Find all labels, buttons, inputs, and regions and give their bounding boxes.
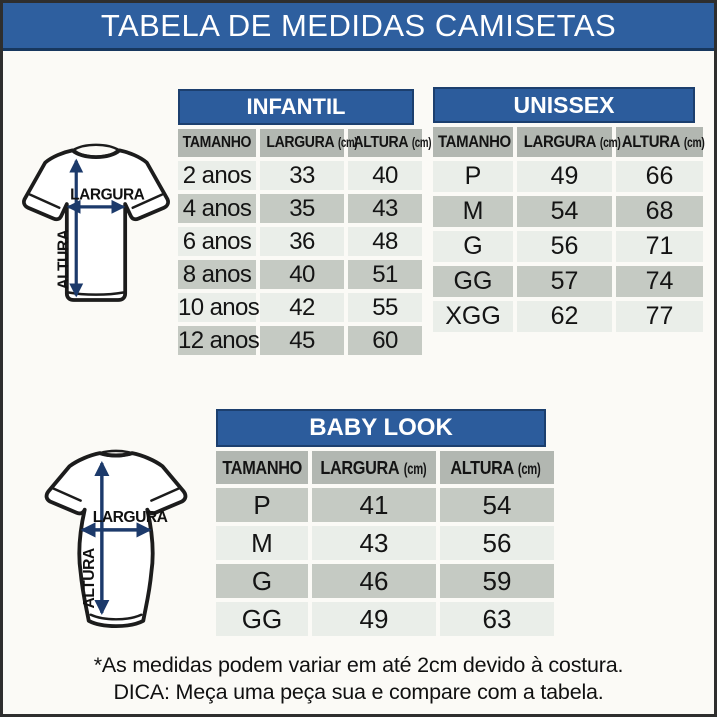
collar-top-line <box>72 145 119 151</box>
largura-label: LARGURA <box>92 508 168 526</box>
cell-largura: 42 <box>260 293 344 322</box>
header-text: LARGURA <box>523 132 596 151</box>
column-header-altura <box>616 127 703 157</box>
unit-text: (cm) <box>337 135 357 150</box>
table-baby-look-title <box>216 409 546 447</box>
cell-largura: 43 <box>312 526 436 560</box>
column-header-row <box>216 451 554 484</box>
cell-tamanho: M <box>433 196 513 227</box>
cell-tamanho: G <box>433 231 513 262</box>
unit-text: (cm) <box>518 460 541 478</box>
column-header-tamanho <box>178 129 256 157</box>
column-header-largura <box>312 451 436 484</box>
cell-tamanho: 12 anos <box>178 326 260 354</box>
table-row <box>178 161 422 190</box>
table-infantil <box>178 89 431 359</box>
cell-largura: 57 <box>517 266 612 297</box>
cell-tamanho: 8 anos <box>178 260 256 289</box>
baby-look-shirt-diagram <box>27 441 205 639</box>
column-header-altura <box>348 129 431 157</box>
cell-largura: 41 <box>312 488 436 522</box>
table-infantil-title <box>178 89 414 125</box>
infantil-grid <box>174 125 431 359</box>
table-row <box>433 161 703 192</box>
cell-tamanho: P <box>433 161 513 192</box>
header-text: LARGURA <box>319 456 399 478</box>
cell-largura: 45 <box>260 326 344 355</box>
cell-tamanho: 4 anos <box>178 194 256 223</box>
unissex-grid <box>429 123 707 336</box>
footer-note-measurements: *As medidas podem variar em até 2cm devido à costura. <box>93 653 624 677</box>
cell-altura: 63 <box>440 602 554 636</box>
header-text: ALTURA <box>621 132 680 151</box>
cell-largura: 35 <box>260 194 344 223</box>
unit-text: (cm) <box>403 460 426 478</box>
column-header-tamanho <box>216 451 308 484</box>
cell-altura: 54 <box>440 488 554 522</box>
cell-largura: 36 <box>260 227 344 256</box>
collar-rib-line <box>75 151 116 156</box>
cell-altura: 71 <box>616 231 703 262</box>
cell-altura: 77 <box>616 301 703 332</box>
unit-text: (cm) <box>683 135 705 151</box>
table-row <box>433 301 703 332</box>
header-text: ALTURA <box>353 134 408 151</box>
header-text: TAMANHO <box>222 456 302 478</box>
cell-altura: 48 <box>348 227 422 256</box>
table-row <box>216 526 554 560</box>
table-row <box>178 326 422 355</box>
collar-top-line <box>100 451 132 453</box>
cell-largura: 46 <box>312 564 436 598</box>
table-title-text: UNISSEX <box>513 91 615 118</box>
table-title-text: INFANTIL <box>246 94 346 119</box>
table-baby-look <box>216 409 546 640</box>
cell-altura: 66 <box>616 161 703 192</box>
altura-label: ALTURA <box>55 229 73 290</box>
cell-altura: 56 <box>440 526 554 560</box>
cell-altura: 59 <box>440 564 554 598</box>
column-header-altura <box>440 451 554 484</box>
cell-altura: 55 <box>348 293 422 322</box>
cell-largura: 40 <box>260 260 344 289</box>
footer-notes <box>3 652 714 706</box>
title-banner <box>3 3 714 51</box>
table-row <box>216 488 554 522</box>
unit-text: (cm) <box>599 135 621 151</box>
cell-altura: 68 <box>616 196 703 227</box>
header-text: TAMANHO <box>437 132 511 151</box>
baby-look-grid <box>212 447 558 640</box>
cell-tamanho: XGG <box>433 301 513 332</box>
header-text: TAMANHO <box>182 134 252 151</box>
cell-largura: 56 <box>517 231 612 262</box>
column-header-row <box>433 127 703 157</box>
table-row <box>216 564 554 598</box>
largura-label: LARGURA <box>70 186 145 204</box>
cell-largura: 33 <box>260 161 344 190</box>
cell-largura: 49 <box>312 602 436 636</box>
cell-altura: 43 <box>348 194 422 223</box>
cell-tamanho: M <box>216 526 308 560</box>
cell-largura: 62 <box>517 301 612 332</box>
table-row <box>178 194 422 223</box>
column-header-largura <box>260 129 357 157</box>
cell-altura: 51 <box>348 260 422 289</box>
table-unissex <box>433 87 705 336</box>
column-header-largura <box>517 127 621 157</box>
table-unissex-title <box>433 87 695 123</box>
cell-tamanho: G <box>216 564 308 598</box>
cell-tamanho: 6 anos <box>178 227 256 256</box>
column-header-tamanho <box>433 127 513 157</box>
cell-tamanho: 10 anos <box>178 293 260 321</box>
cell-tamanho: 2 anos <box>178 161 256 190</box>
column-header-row <box>178 129 422 157</box>
cell-tamanho: GG <box>433 266 513 297</box>
cell-largura: 54 <box>517 196 612 227</box>
cell-tamanho: GG <box>216 602 308 636</box>
table-row <box>433 266 703 297</box>
cell-altura: 60 <box>348 326 422 355</box>
table-row <box>433 231 703 262</box>
table-row <box>178 227 422 256</box>
altura-label: ALTURA <box>80 548 98 609</box>
cell-altura: 40 <box>348 161 422 190</box>
table-title-text: BABY LOOK <box>309 414 453 441</box>
tshirt-outline <box>24 150 168 300</box>
cell-tamanho: P <box>216 488 308 522</box>
page-title: TABELA DE MEDIDAS CAMISETAS <box>100 7 617 43</box>
footer-tip: DICA: Meça uma peça sua e compare com a tabela. <box>113 680 604 704</box>
table-row <box>178 293 422 322</box>
unisex-shirt-diagram <box>16 139 176 318</box>
tshirt-outline <box>47 453 186 626</box>
cell-largura: 49 <box>517 161 612 192</box>
header-text: ALTURA <box>450 456 514 478</box>
cell-altura: 74 <box>616 266 703 297</box>
table-row <box>178 260 422 289</box>
header-text: LARGURA <box>266 134 334 151</box>
table-row <box>433 196 703 227</box>
unit-text: (cm) <box>411 135 431 150</box>
table-row <box>216 602 554 636</box>
